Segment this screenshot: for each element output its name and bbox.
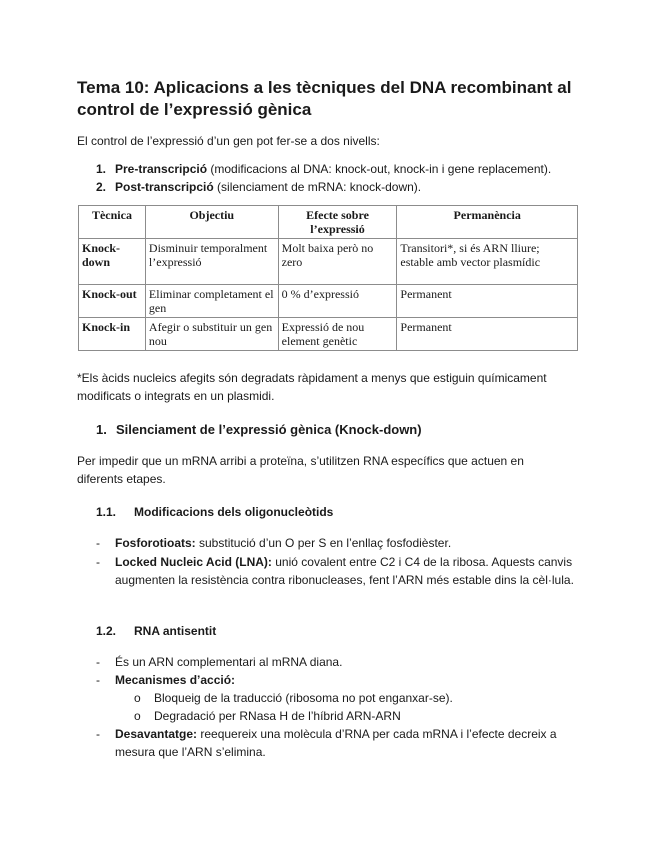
section-number: 1. [96, 422, 107, 437]
table-cell-tecnica: Knock-out [79, 285, 146, 318]
column-header-tecnica: Tècnica [79, 206, 146, 239]
level-term: Post-transcripció [115, 180, 214, 194]
subsection-heading-2 [96, 623, 216, 639]
subsection-title: Modificacions dels oligonucleòtids [134, 505, 334, 519]
section-heading [96, 422, 422, 438]
list-item [96, 725, 580, 761]
intro-paragraph: El control de l’expressió d’un gen pot fer-se a dos nivells: [77, 134, 380, 148]
table-cell-permanencia: Permanent [397, 318, 578, 351]
level-item-1 [96, 161, 551, 177]
column-header-objectiu: Objectiu [145, 206, 278, 239]
table-cell-tecnica: Knock-down [79, 239, 146, 285]
dash-marker: - [96, 727, 100, 741]
table-cell-objectiu: Eliminar completament el gen [145, 285, 278, 318]
level-term: Pre-transcripció [115, 162, 208, 176]
list-item [96, 553, 580, 589]
table-cell-objectiu: Afegir o substituir un gen nou [145, 318, 278, 351]
dash-marker: - [96, 655, 100, 669]
table-cell-tecnica: Knock-in [79, 318, 146, 351]
item-text: reequereix una molècula d’RNA per cada mRNA i l’efecte decreix a mesura que l’ARN s’elimina. [115, 727, 557, 759]
item-text: Degradació per RNasa H de l’híbrid ARN-ARN [154, 709, 401, 723]
table-footnote: *Els àcids nucleics afegits són degradats ràpidament a menys que estiguin químicament modificats o integrats en un plasmidi. [77, 371, 547, 403]
table-cell-efecte: Expressió de nou element genètic [278, 318, 397, 351]
column-header-permanencia: Permanència [397, 206, 578, 239]
item-term: Fosforotioats: [115, 536, 196, 550]
subsection-number: 1.2. [96, 624, 117, 638]
dash-marker: - [96, 673, 100, 687]
bullet-marker: o [134, 691, 141, 705]
techniques-table [78, 205, 578, 351]
item-term: Desavantatge: [115, 727, 198, 741]
level-description: (modificacions al DNA: knock-out, knock-in i gene replacement). [207, 162, 552, 176]
column-header-efecte: Efecte sobre l’expressió [278, 206, 397, 239]
page-title: Tema 10: Aplicacions a les tècniques del DNA recombinant al control de l’expressió gènica [77, 78, 572, 119]
table-row [79, 285, 578, 318]
list-item [96, 671, 580, 689]
item-term: Mecanismes d’acció: [115, 673, 236, 687]
sub-list-item [134, 689, 453, 707]
subsection-number: 1.1. [96, 505, 117, 519]
list-item [96, 653, 580, 671]
table-cell-objectiu: Disminuir temporalment l’expressió [145, 239, 278, 285]
dash-marker: - [96, 536, 100, 550]
item-text: unió covalent entre C2 i C4 de la ribosa. Aquests canvis augmenten la resistència contra ribonucleases, fent l’ARN més estable dins la cèl·lula. [115, 555, 574, 587]
level-item-2 [96, 179, 421, 195]
level-description: (silenciament de mRNA: knock-down). [213, 180, 422, 194]
subsection-title: RNA antisentit [134, 624, 217, 638]
item-text: Bloqueig de la traducció (ribosoma no pot enganxar-se). [154, 691, 453, 705]
item-term: Locked Nucleic Acid (LNA): [115, 555, 272, 569]
item-text: substitució d’un O per S en l’enllaç fosfodièster. [195, 536, 452, 550]
table-header-row [79, 206, 578, 239]
table-row [79, 318, 578, 351]
bullet-marker: o [134, 709, 141, 723]
list-item [96, 534, 580, 552]
table-cell-efecte: Molt baixa però no zero [278, 239, 397, 285]
table-row [79, 239, 578, 285]
section-title: Silenciament de l’expressió gènica (Knock-down) [116, 422, 422, 437]
subsection-heading-1 [96, 504, 333, 520]
section-intro: Per impedir que un mRNA arribi a proteïna, s’utilitzen RNA específics que actuen en diferents etapes. [77, 454, 524, 486]
dash-marker: - [96, 555, 100, 569]
level-number: 1. [96, 162, 107, 176]
table-cell-permanencia: Permanent [397, 285, 578, 318]
item-text: És un ARN complementari al mRNA diana. [115, 655, 343, 669]
table-cell-permanencia: Transitori*, si és ARN lliure; estable amb vector plasmídic [397, 239, 578, 285]
sub-list-item [134, 707, 401, 725]
level-number: 2. [96, 180, 107, 194]
table-cell-efecte: 0 % d’expressió [278, 285, 397, 318]
